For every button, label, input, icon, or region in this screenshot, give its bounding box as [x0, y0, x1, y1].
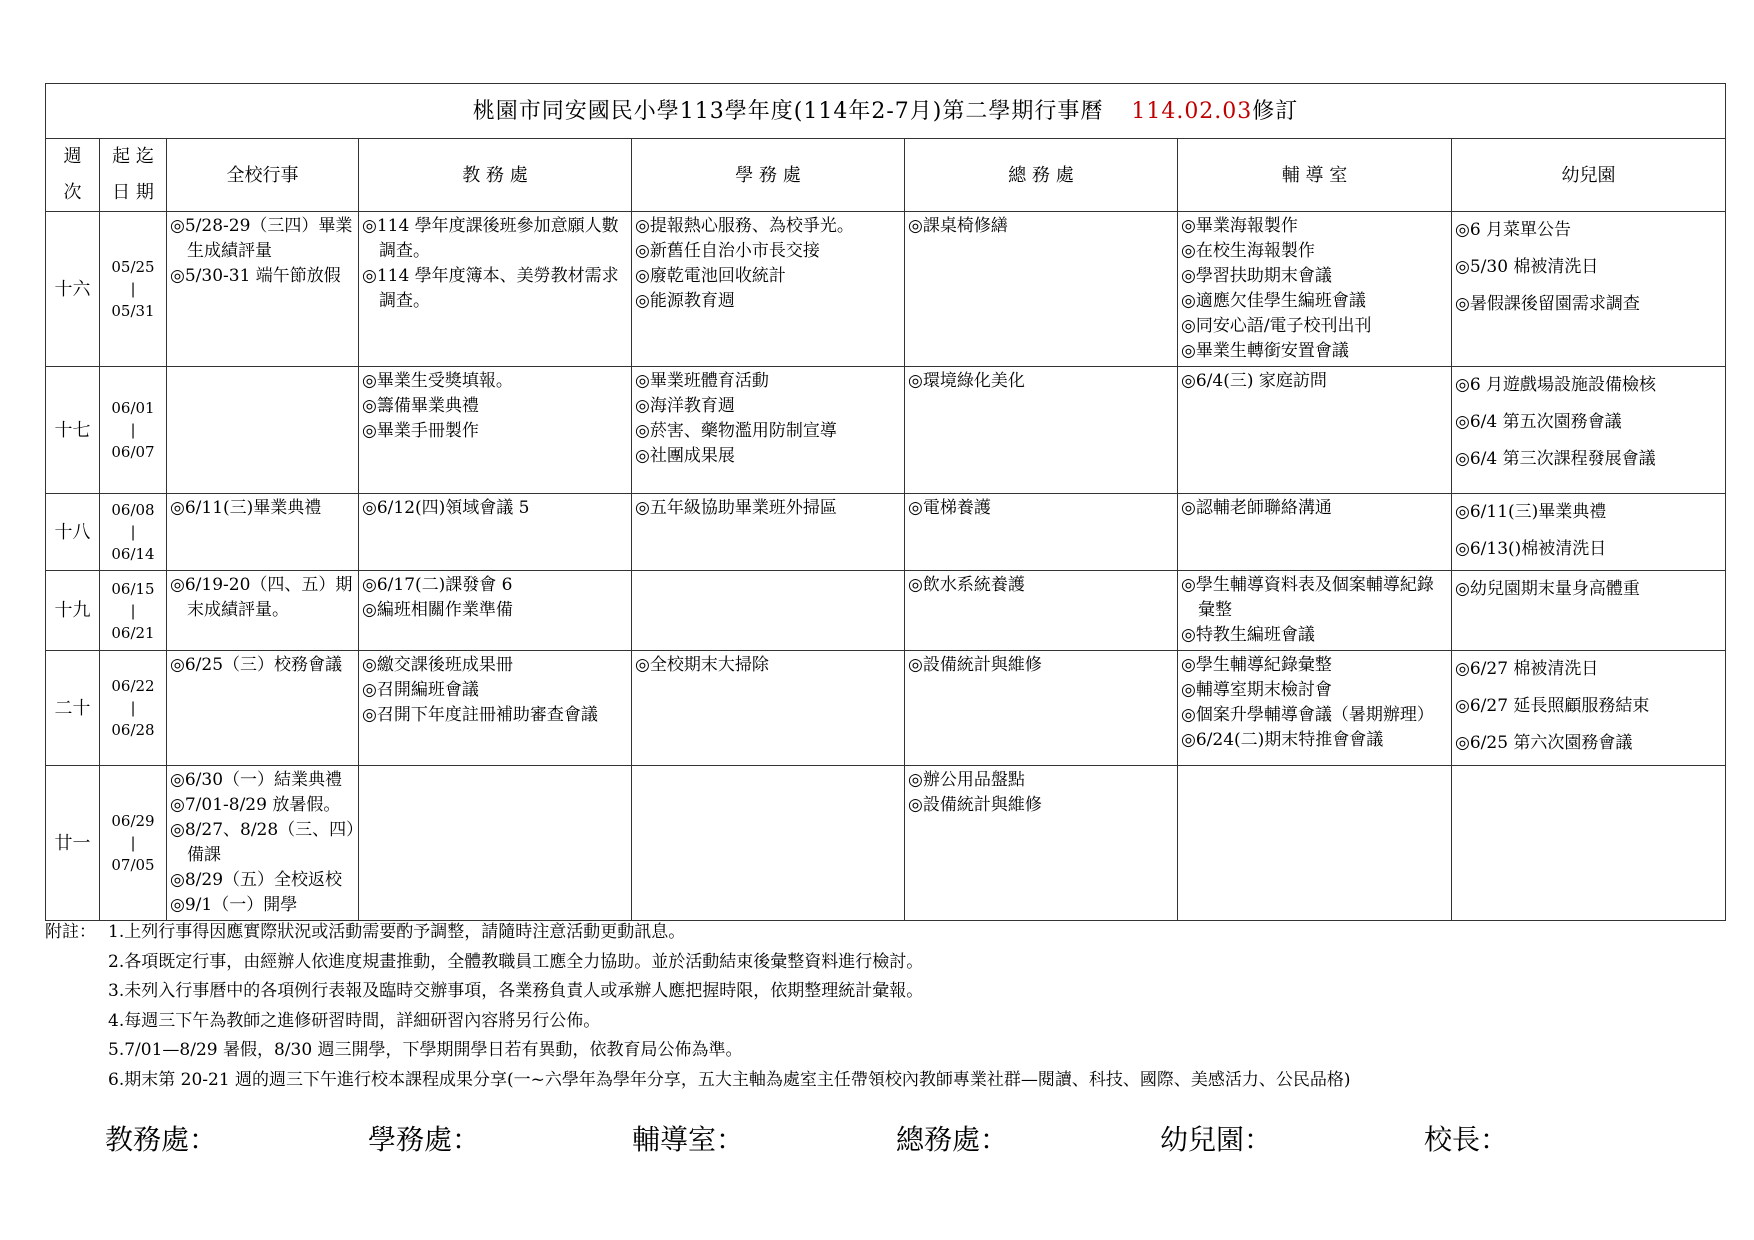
event-item: ◎飲水系統養護: [908, 575, 1025, 595]
week-row: [46, 367, 1726, 494]
event-item: ◎五年級協助畢業班外掃區: [635, 498, 837, 518]
event-item: ◎5/30-31 端午節放假: [170, 266, 341, 286]
event-item: ◎6/13()棉被清洗日: [1455, 539, 1607, 559]
event-item: ◎6/24(二)期末特推會會議: [1181, 730, 1384, 750]
date-end: 06/28: [111, 721, 155, 739]
calendar-title: [46, 84, 1726, 139]
event-item: ◎8/29（五）全校返校: [170, 870, 343, 890]
event-item: ◎在校生海報製作: [1181, 241, 1315, 261]
cell-general: [905, 651, 1178, 766]
kindergarten-items: [1455, 214, 1722, 317]
kindergarten-items: [1455, 496, 1722, 562]
note-item: 5.7/01—8/29 暑假，8/30 週三開學，下學期開學日若有異動，依教育局公佈為準。: [108, 1040, 743, 1060]
header-student: 學 務 處: [632, 139, 905, 212]
note-item: 6.期末第 20-21 週的週三下午進行校本課程成果分享(一~六學年為學年分享，五大主軸為處室主任帶領校內教師專業社群—閱讀、科技、國際、美感活力、公民品格): [108, 1069, 1351, 1090]
cell-student: [632, 494, 905, 571]
event-item: ◎6/25（三）校務會議: [170, 655, 343, 675]
header-academic: 教 務 處: [359, 139, 632, 212]
cell-student: [632, 766, 905, 921]
event-item: ◎114 學年度簿本、美勞教材需求調查。: [362, 266, 619, 311]
event-item: ◎辦公用品盤點: [908, 770, 1025, 790]
general-items: [908, 653, 1174, 678]
week-number: 十七: [46, 367, 100, 494]
cell-academic: [359, 494, 632, 571]
event-item: ◎課桌椅修繕: [908, 216, 1008, 236]
event-item: ◎畢業手冊製作: [362, 421, 479, 441]
cell-kindergarten: [1452, 766, 1726, 921]
cell-general: [905, 494, 1178, 571]
cell-school: [167, 766, 359, 921]
cell-student: [632, 212, 905, 367]
academic-items: [362, 573, 628, 623]
week-dates: [100, 651, 167, 766]
cell-school: [167, 651, 359, 766]
week-dates: [100, 367, 167, 494]
cell-kindergarten: [1452, 651, 1726, 766]
cell-student: [632, 367, 905, 494]
cell-kindergarten: [1452, 494, 1726, 571]
header-counseling: 輔 導 室: [1178, 139, 1452, 212]
event-item: ◎同安心語/電子校刊出刊: [1181, 316, 1372, 336]
header-dates: 起 迄 日 期: [100, 139, 167, 212]
week-number: 廿一: [46, 766, 100, 921]
signature-label: 學務處：: [368, 1123, 481, 1156]
student-items: [635, 496, 901, 521]
cell-general: [905, 212, 1178, 367]
event-item: ◎6/4(三) 家庭訪問: [1181, 371, 1327, 391]
date-sep: |: [130, 523, 136, 541]
date-start: 06/29: [111, 812, 155, 830]
note-item: 2.各項既定行事，由經辦人依進度規畫推動，全體教職員工應全力協助。並於活動結束後彙整資料進行檢討。: [108, 951, 924, 972]
student-items: [635, 214, 901, 314]
cell-academic: [359, 571, 632, 651]
note-item: 4.每週三下午為教師之進修研習時間，詳細研習內容將另行公佈。: [108, 1010, 601, 1031]
event-item: ◎6/17(二)課發會 6: [362, 575, 513, 595]
signature-label: 教務處：: [105, 1123, 218, 1156]
week-dates: [100, 766, 167, 921]
cell-general: [905, 571, 1178, 651]
week-dates: [100, 571, 167, 651]
week-dates: [100, 212, 167, 367]
event-item: ◎6/30（一）結業典禮: [170, 770, 343, 790]
academic-items: [362, 496, 628, 521]
signature-label: 校長：: [1424, 1123, 1509, 1156]
student-items: [635, 369, 901, 469]
event-item: ◎6/11(三)畢業典禮: [1455, 502, 1607, 522]
school-items: [170, 653, 355, 678]
event-item: ◎學習扶助期末會議: [1181, 266, 1332, 286]
event-item: ◎廢乾電池回收統計: [635, 266, 786, 286]
event-item: ◎輔導室期末檢討會: [1181, 680, 1332, 700]
event-item: ◎編班相關作業準備: [362, 600, 513, 620]
event-item: ◎適應欠佳學生編班會議: [1181, 291, 1366, 311]
header-kindergarten: 幼兒園: [1452, 139, 1726, 212]
date-end: 06/14: [111, 545, 155, 563]
week-row: [46, 494, 1726, 571]
cell-counseling: [1178, 766, 1452, 921]
date-start: 06/08: [111, 501, 155, 519]
date-start: 06/01: [111, 399, 155, 417]
general-items: [908, 573, 1174, 598]
cell-counseling: [1178, 571, 1452, 651]
header-week: 週 次: [46, 139, 100, 212]
cell-counseling: [1178, 367, 1452, 494]
cell-student: [632, 571, 905, 651]
cell-general: [905, 766, 1178, 921]
week-row: [46, 651, 1726, 766]
event-item: ◎9/1（一）開學: [170, 895, 298, 915]
event-item: ◎畢業生受獎填報。: [362, 371, 513, 391]
signature-label: 幼兒園：: [1160, 1123, 1273, 1156]
event-item: ◎6/19-20（四、五）期末成績評量。: [170, 575, 353, 620]
event-item: ◎繳交課後班成果冊: [362, 655, 513, 675]
event-item: ◎6/12(四)領域會議 5: [362, 498, 530, 518]
week-row: [46, 212, 1726, 367]
academic-items: [362, 653, 628, 728]
event-item: ◎新舊任自治小市長交接: [635, 241, 820, 261]
note-item: 3.未列入行事曆中的各項例行表報及臨時交辦事項，各業務負責人或承辦人應把握時限，依期整理統計彙報。: [108, 981, 924, 1001]
counseling-items: [1181, 653, 1448, 753]
cell-counseling: [1178, 651, 1452, 766]
kindergarten-items: [1455, 653, 1722, 756]
header-row: [46, 139, 1726, 212]
school-items: [170, 214, 355, 289]
event-item: ◎6/11(三)畢業典禮: [170, 498, 322, 518]
cell-kindergarten: [1452, 571, 1726, 651]
event-item: ◎環境綠化美化: [908, 371, 1025, 391]
kindergarten-items: [1455, 573, 1722, 602]
title-main: 桃園市同安國民小學113學年度(114年2-7月)第二學期行事曆: [472, 98, 1104, 124]
cell-school: [167, 494, 359, 571]
cell-academic: [359, 212, 632, 367]
date-sep: |: [130, 421, 136, 439]
counseling-items: [1181, 214, 1448, 364]
general-items: [908, 369, 1174, 394]
event-item: ◎114 學年度課後班參加意願人數調查。: [362, 216, 619, 261]
event-item: ◎畢業生轉銜安置會議: [1181, 341, 1349, 361]
date-sep: |: [130, 699, 136, 717]
event-item: ◎海洋教育週: [635, 396, 735, 416]
event-item: ◎8/27、8/28（三、四）備課: [170, 820, 355, 865]
event-item: ◎6/4 第三次課程發展會議: [1455, 449, 1656, 469]
note-item: 1.上列行事得因應實際狀況或活動需要酌予調整，請隨時注意活動更動訊息。: [108, 922, 686, 942]
event-item: ◎設備統計與維修: [908, 655, 1042, 675]
event-item: ◎幼兒園期末量身高體重: [1455, 579, 1640, 599]
event-item: ◎5/30 棉被清洗日: [1455, 257, 1599, 277]
cell-counseling: [1178, 494, 1452, 571]
kindergarten-items: [1455, 768, 1722, 772]
calendar-body: [46, 212, 1726, 921]
date-sep: |: [130, 601, 136, 620]
week-row: [46, 766, 1726, 921]
date-end: 06/07: [111, 443, 155, 461]
event-item: ◎設備統計與維修: [908, 795, 1042, 815]
week-dates: [100, 494, 167, 571]
general-items: [908, 496, 1174, 521]
date-start: 05/25: [111, 258, 155, 276]
event-item: ◎全校期末大掃除: [635, 655, 769, 675]
signature-label: 總務處：: [896, 1123, 1009, 1156]
event-item: ◎電梯養護: [908, 498, 991, 518]
event-item: ◎學生輔導紀錄彙整: [1181, 655, 1332, 675]
cell-academic: [359, 766, 632, 921]
cell-academic: [359, 651, 632, 766]
event-item: ◎6/4 第五次園務會議: [1455, 412, 1622, 432]
date-start: 06/15: [111, 579, 155, 598]
calendar-sheet: [45, 83, 1725, 921]
school-items: [170, 768, 355, 918]
event-item: ◎5/28-29（三四）畢業生成績評量: [170, 216, 353, 261]
revision-date: 114.02.03: [1131, 98, 1253, 124]
cell-kindergarten: [1452, 212, 1726, 367]
general-items: [908, 214, 1174, 239]
school-items: [170, 573, 355, 623]
event-item: ◎特教生編班會議: [1181, 625, 1315, 645]
date-end: 06/21: [111, 623, 155, 642]
kindergarten-items: [1455, 369, 1722, 472]
event-item: ◎召開下年度註冊補助審查會議: [362, 705, 598, 725]
event-item: ◎6/27 棉被清洗日: [1455, 659, 1599, 679]
date-sep: |: [130, 834, 136, 852]
date-sep: |: [130, 280, 136, 298]
date-end: 07/05: [111, 856, 155, 874]
academic-items: [362, 369, 628, 444]
week-number: 十九: [46, 571, 100, 651]
counseling-items: [1181, 573, 1448, 648]
event-item: ◎個案升學輔導會議（暑期辦理）: [1181, 705, 1434, 725]
event-item: ◎認輔老師聯絡溝通: [1181, 498, 1332, 518]
event-item: ◎6 月菜單公告: [1455, 220, 1572, 240]
counseling-items: [1181, 496, 1448, 521]
notes-list: [45, 918, 1351, 1095]
date-start: 06/22: [111, 677, 155, 695]
event-item: ◎6 月遊戲場設施設備檢核: [1455, 375, 1657, 395]
signature-label: 輔導室：: [632, 1123, 745, 1156]
general-items: [908, 768, 1174, 818]
cell-counseling: [1178, 212, 1452, 367]
event-item: ◎畢業海報製作: [1181, 216, 1298, 236]
cell-school: [167, 571, 359, 651]
event-item: ◎暑假課後留園需求調查: [1455, 294, 1640, 314]
week-number: 十六: [46, 212, 100, 367]
week-number: 二十: [46, 651, 100, 766]
event-item: ◎畢業班體育活動: [635, 371, 769, 391]
student-items: [635, 653, 901, 678]
cell-kindergarten: [1452, 367, 1726, 494]
event-item: ◎7/01-8/29 放暑假。: [170, 795, 341, 815]
event-item: ◎菸害、藥物濫用防制宣導: [635, 421, 837, 441]
event-item: ◎6/27 延長照顧服務結束: [1455, 696, 1650, 716]
week-number: 十八: [46, 494, 100, 571]
cell-student: [632, 651, 905, 766]
notes-label: 附註：: [45, 922, 96, 942]
notes: [45, 918, 1351, 1095]
cell-school: [167, 367, 359, 494]
cell-academic: [359, 367, 632, 494]
event-item: ◎學生輔導資料表及個案輔導紀錄彙整: [1181, 575, 1434, 620]
header-school: 全校行事: [167, 139, 359, 212]
header-general: 總 務 處: [905, 139, 1178, 212]
event-item: ◎籌備畢業典禮: [362, 396, 479, 416]
event-item: ◎6/25 第六次園務會議: [1455, 733, 1633, 753]
counseling-items: [1181, 369, 1448, 394]
cell-general: [905, 367, 1178, 494]
event-item: ◎召開編班會議: [362, 680, 479, 700]
cell-school: [167, 212, 359, 367]
event-item: ◎社團成果展: [635, 446, 735, 466]
calendar-table: [45, 83, 1726, 921]
date-end: 05/31: [111, 302, 155, 320]
revision-word: 修訂: [1252, 98, 1299, 124]
academic-items: [362, 214, 628, 314]
event-item: ◎提報熱心服務、為校爭光。: [635, 216, 854, 236]
school-items: [170, 496, 355, 521]
event-item: ◎能源教育週: [635, 291, 735, 311]
week-row: [46, 571, 1726, 651]
